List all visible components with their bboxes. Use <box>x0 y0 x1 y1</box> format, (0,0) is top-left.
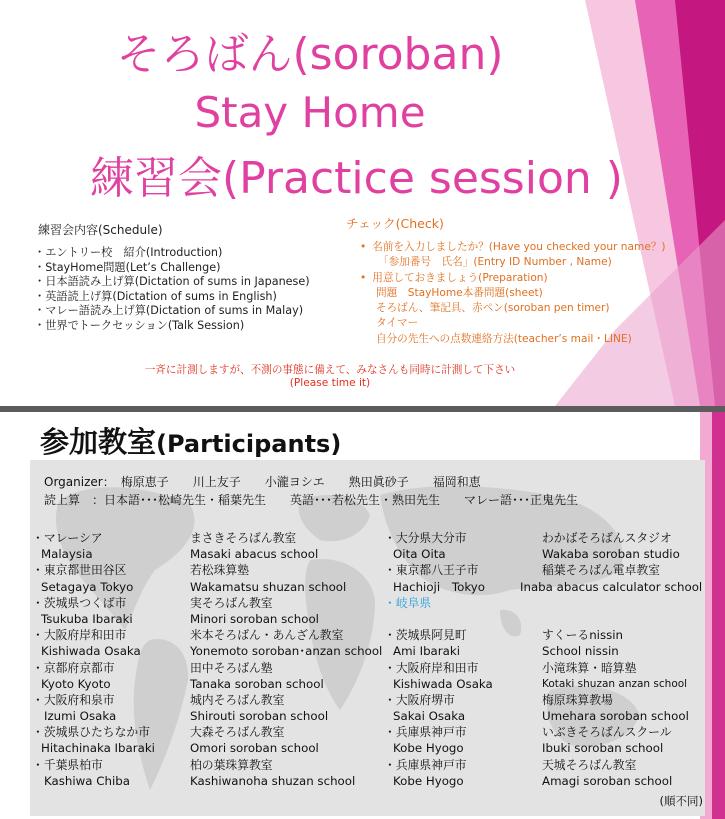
schedule-item: ・ StayHome問題(Let’s Challenge) <box>34 261 310 276</box>
school-jp: わかばそろばんスタジオ <box>542 531 672 545</box>
school-jp: 稲葉そろばん電卓教室 <box>542 563 660 578</box>
location-jp: ・ 兵庫県神戸市 <box>384 724 493 740</box>
check-item: タイマー <box>376 317 419 330</box>
school-jp: 小滝珠算・暗算塾 <box>542 660 637 675</box>
schedule-list <box>34 246 310 334</box>
participants-title-en: (Participants) <box>156 430 342 458</box>
school-en: Kotaki shuzan anzan school <box>542 677 688 690</box>
school-en: School nissin <box>542 644 619 659</box>
locations-column-1 <box>32 530 155 789</box>
school-en: Yonemoto soroban･anzan school <box>190 644 383 659</box>
location-en: Ami Ibaraki <box>393 644 460 659</box>
school-jp: まさきそろばん教室 <box>190 531 297 545</box>
check-list <box>360 240 666 347</box>
location-en: Kishiwada Osaka <box>393 676 493 691</box>
participants-title-jp: 参加教室 <box>40 425 157 459</box>
school-jp: すくーるnissin <box>542 628 623 643</box>
spacer <box>520 595 702 611</box>
spacer <box>384 611 493 627</box>
check-heading: チェック(Check) <box>346 216 444 231</box>
school-jp: 実そろばん教室 <box>190 595 273 610</box>
school-en: Inaba abacus calculator school <box>520 579 703 594</box>
location-jp: ・ 兵庫県神戸市 <box>384 757 493 773</box>
school-en: Minori soroban school <box>190 611 319 626</box>
location-jp: ・ マレーシア <box>32 530 155 546</box>
school-jp: 大森そろばん教室 <box>190 725 285 740</box>
school-en: Wakaba soroban studio <box>542 547 680 562</box>
location-en: Malaysia <box>41 547 93 562</box>
location-jp: ・ 茨城県つくば市 <box>32 595 155 611</box>
location-en: Kishiwada Osaka <box>41 644 141 659</box>
schedule-item: ・ 英語読上げ算(Dictation of sums in English) <box>34 290 310 305</box>
location-en: Hachioji Tokyo <box>393 579 485 594</box>
school-en: Umehara soroban school <box>542 709 689 724</box>
school-jp: 城内そろばん教室 <box>190 692 285 707</box>
notice-english: (Please time it) <box>289 377 371 389</box>
schools-column-2 <box>520 530 702 789</box>
reader-line: 読上算 ：日本語･･･松崎先生・稲葉先生 英語･･･若松先生・熟田先生 マレー語･･･正鬼先生 <box>44 493 579 507</box>
schedule-item: ・ エントリー校 紹介(Introduction) <box>34 246 310 261</box>
location-en: Oita Oita <box>393 547 446 562</box>
school-en: Amagi soroban school <box>542 773 673 788</box>
location-en: Hitachinaka Ibaraki <box>41 741 155 756</box>
schedule-item: ・ 日本語読み上げ算(Dictation of sums in Japanese) <box>34 275 310 290</box>
school-en: Masaki abacus school <box>190 547 319 562</box>
slide-practice-session <box>0 0 725 406</box>
school-en: Wakamatsu shuzan school <box>190 579 347 594</box>
check-item: そろばん、筆記具、赤ペン(soroban pen timer) <box>376 302 610 315</box>
school-jp: 米本そろばん・あんざん教室 <box>190 628 344 643</box>
school-jp: 天城そろばん教室 <box>542 757 637 772</box>
location-jp: ・ 大阪府堺市 <box>384 692 493 708</box>
check-item: 「参加番号 氏名」(Entry ID Number , Name) <box>378 256 612 269</box>
location-jp: ・ 千葉県柏市 <box>32 757 155 773</box>
location-en: Setagaya Tokyo <box>41 579 134 594</box>
school-jp: 若松珠算塾 <box>190 563 249 578</box>
location-jp: ・ 茨城県ひたちなか市 <box>32 724 155 740</box>
location-jp: ・ 大阪府岸和田市 <box>384 660 493 676</box>
location-jp-highlight: ・ 岐阜県 <box>384 595 493 611</box>
school-jp: 柏の葉珠算教室 <box>190 757 273 772</box>
school-en: Omori soroban school <box>190 741 319 756</box>
schools-column-1 <box>190 530 382 789</box>
location-en: Kyoto Kyoto <box>41 676 111 691</box>
order-note: (順不同) <box>659 794 703 808</box>
participants-title <box>40 420 341 461</box>
location-jp: ・ 茨城県阿見町 <box>384 627 493 643</box>
location-jp: ・ 東京都八王子市 <box>384 562 493 578</box>
check-item: • 名前を入力しましたか？(Have you checked your name？) <box>360 240 666 255</box>
schedule-heading: 練習会内容(Schedule) <box>38 223 163 237</box>
location-en: Tsukuba Ibaraki <box>41 611 133 626</box>
location-jp: ・ 大分県大分市 <box>384 530 493 546</box>
location-en: Sakai Osaka <box>393 709 466 724</box>
school-jp: 梅原珠算教場 <box>542 692 613 707</box>
check-item: 問題 StayHome本番問題(sheet) <box>376 286 543 299</box>
spacer <box>520 611 702 627</box>
check-item: 自分の先生への点数連絡方法(teacher’s mail・LINE) <box>376 332 632 345</box>
title-soroban: そろばん(soroban) <box>116 29 504 80</box>
title-stay-home: Stay Home <box>194 88 426 137</box>
title-practice-session: 練習会(Practice session ) <box>90 153 623 204</box>
school-jp: いぶきそろばんスクール <box>542 725 672 740</box>
location-jp: ・ 大阪府和泉市 <box>32 692 155 708</box>
location-jp: ・ 東京都世田谷区 <box>32 562 155 578</box>
school-en: Ibuki soroban school <box>542 741 664 756</box>
school-en: Tanaka soroban school <box>190 676 324 691</box>
location-jp: ・ 京都府京都市 <box>32 660 155 676</box>
schedule-item: ・ マレー語読み上げ算(Dictation of sums in Malay) <box>34 304 310 319</box>
location-en: Kobe Hyogo <box>393 773 464 788</box>
locations-column-2 <box>384 530 493 789</box>
slide-participants <box>0 412 725 819</box>
location-en: Kobe Hyogo <box>393 741 464 756</box>
notice-japanese: 一斉に計測しますが、不測の事態に備えて、みなさんも同時に計測して下さい <box>144 364 516 376</box>
location-en: Kashiwa Chiba <box>44 773 130 788</box>
location-jp: ・ 大阪府岸和田市 <box>32 627 155 643</box>
location-en: Izumi Osaka <box>44 709 117 724</box>
school-jp: 田中そろばん塾 <box>190 660 273 675</box>
schedule-item: ・ 世界でトークセッション(Talk Session) <box>34 319 310 334</box>
organizer-line: Organizer： 梅原恵子 川上友子 小瀧ヨシエ 熟田眞砂子 福岡和恵 <box>44 475 481 489</box>
check-item: • 用意しておきましょう(Preparation) <box>360 271 666 286</box>
school-en: Shirouti soroban school <box>190 709 329 724</box>
school-en: Kashiwanoha shuzan school <box>190 773 356 788</box>
